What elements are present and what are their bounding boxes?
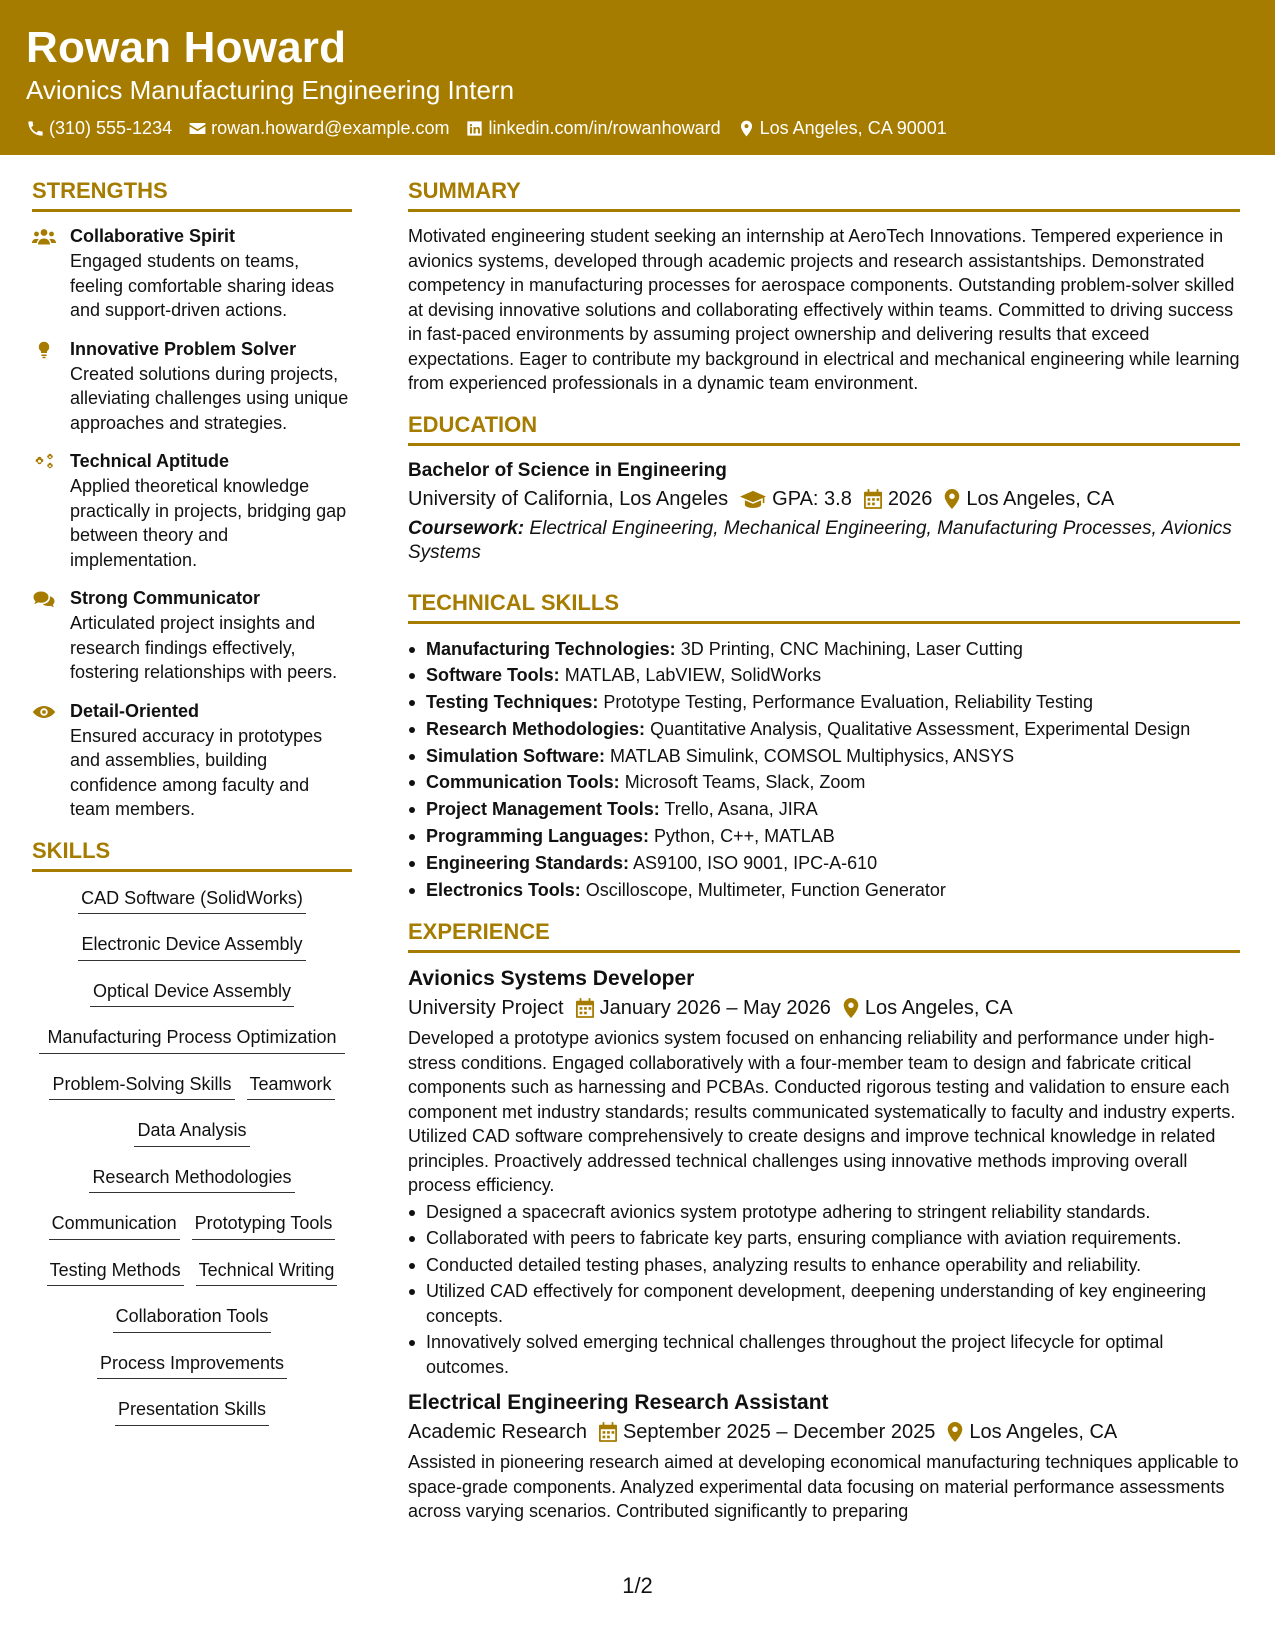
strength-item <box>32 449 352 572</box>
technical-skill-item <box>408 769 1240 796</box>
page-number: 1/2 <box>622 1573 653 1598</box>
technical-skills-heading: TECHNICAL SKILLS <box>408 588 1240 624</box>
education-heading: EDUCATION <box>408 410 1240 446</box>
skill-value: Trello, Asana, JIRA <box>664 799 818 820</box>
experience-entry <box>408 1389 1240 1524</box>
envelope-icon <box>188 119 207 138</box>
skill-value: Quantitative Analysis, Qualitative Assessment, Experimental Design <box>650 718 1191 739</box>
skill-label: Engineering Standards: <box>426 852 630 873</box>
job-location: Los Angeles, CA <box>864 997 1013 1020</box>
strength-item <box>32 337 352 436</box>
skill-tag: Presentation Skills <box>115 1395 269 1426</box>
skill-tag: Collaboration Tools <box>113 1302 272 1333</box>
email-text: rowan.howard@example.com <box>211 118 450 138</box>
job-bullet: Conducted detailed testing phases, analyzing results to enhance operability and reliability. <box>408 1253 1240 1278</box>
graduation-cap-icon <box>740 489 766 509</box>
contact-linkedin[interactable] <box>465 115 720 141</box>
technical-skill-item <box>408 636 1240 663</box>
job-description: Assisted in pioneering research aimed at developing economical manufacturing techniques applicable to space-grade components. Analyzed experimental data focusing on material performance assessments across varying scenarios. Contributed significantly to preparing <box>408 1452 1239 1522</box>
phone-icon <box>26 119 45 138</box>
skill-tag: Manufacturing Process Optimization <box>39 1023 345 1054</box>
strength-item <box>32 586 352 685</box>
skill-label: Testing Techniques: <box>426 692 599 713</box>
skill-tag: Process Improvements <box>97 1349 287 1380</box>
linkedin-text: linkedin.com/in/rowanhoward <box>488 118 721 138</box>
map-pin-icon <box>944 489 960 509</box>
job-location: Los Angeles, CA <box>969 1421 1118 1444</box>
calendar-icon <box>576 998 594 1018</box>
map-pin-icon <box>843 998 859 1018</box>
calendar-icon <box>599 1422 617 1442</box>
strength-title: Detail-Oriented <box>70 700 200 721</box>
technical-skill-item <box>408 823 1240 850</box>
job-dates: January 2026 – May 2026 <box>599 997 831 1020</box>
location-text: Los Angeles, CA 90001 <box>759 118 947 138</box>
technical-skill-item <box>408 689 1240 716</box>
coursework <box>408 517 1240 566</box>
strength-title: Strong Communicator <box>70 588 261 608</box>
skill-tag: Technical Writing <box>196 1256 338 1287</box>
contact-bar <box>26 115 963 141</box>
strength-title: Technical Aptitude <box>70 451 230 471</box>
summary-heading: SUMMARY <box>408 176 1240 212</box>
job-title: Avionics Systems Developer <box>408 967 695 991</box>
coursework-label: Coursework: <box>408 517 525 539</box>
candidate-name: Rowan Howard <box>26 23 347 72</box>
strengths-heading: STRENGTHS <box>32 176 352 212</box>
strength-desc: Created solutions during projects, alleviating challenges using unique approaches and strategies. <box>70 363 349 433</box>
job-meta <box>408 993 1240 1023</box>
map-pin-icon <box>737 119 756 138</box>
skill-tag: Problem-Solving Skills <box>49 1070 234 1101</box>
skill-value: Python, C++, MATLAB <box>654 826 835 847</box>
strength-item <box>32 699 352 822</box>
strength-desc: Applied theoretical knowledge practically in projects, bridging gap between theory and implementation. <box>70 476 347 570</box>
phone-text: (310) 555-1234 <box>49 118 173 138</box>
candidate-title: Avionics Manufacturing Engineering Intern <box>26 75 515 105</box>
gears-icon <box>32 453 56 471</box>
strength-desc: Engaged students on teams, feeling comfortable sharing ideas and support-driven actions. <box>70 251 335 320</box>
skill-label: Project Management Tools: <box>426 799 660 820</box>
strength-desc: Ensured accuracy in prototypes and assemblies, building confidence among faculty and team members. <box>70 725 323 819</box>
skill-value: MATLAB Simulink, COMSOL Multiphysics, ANSYS <box>610 745 1015 766</box>
job-dates: September 2025 – December 2025 <box>622 1421 936 1444</box>
contact-email[interactable] <box>188 115 449 141</box>
left-column <box>32 176 352 1442</box>
job-bullet: Designed a spacecraft avionics system prototype adhering to stringent reliability standards. <box>408 1200 1240 1225</box>
skill-value: 3D Printing, CNC Machining, Laser Cutting <box>680 638 1023 659</box>
job-org: University Project <box>408 997 564 1020</box>
experience-heading: EXPERIENCE <box>408 917 1240 953</box>
calendar-icon <box>864 489 882 509</box>
skill-label: Communication Tools: <box>426 772 620 793</box>
comments-icon <box>32 590 56 608</box>
skill-value: Oscilloscope, Multimeter, Function Generator <box>585 879 946 900</box>
job-bullets <box>408 1200 1240 1380</box>
skill-tag: Optical Device Assembly <box>90 977 294 1008</box>
job-description: Developed a prototype avionics system focused on enhancing reliability and performance under high-stress conditions. Engaged collaboratively with a four-member team to design and fabricate critical components such as harnessing and PCBAs. Conducted rigorous testing and validation to ensure each component met industry standards; results communicated systematically to faculty and industry experts. Utilized CAD software comprehensively to create designs and improve technical knowledge in related principles. Proactively addressed technical challenges using innovative methods improving overall process efficiency. <box>408 1028 1236 1196</box>
skill-label: Software Tools: <box>426 665 560 686</box>
skill-label: Manufacturing Technologies: <box>426 638 676 659</box>
technical-skill-item <box>408 743 1240 770</box>
users-icon <box>32 228 56 246</box>
strength-desc: Articulated project insights and research findings effectively, fostering relationships with peers. <box>70 613 338 682</box>
skill-tag: Research Methodologies <box>89 1163 294 1194</box>
skill-value: MATLAB, LabVIEW, SolidWorks <box>564 665 822 686</box>
header-banner <box>0 0 1275 155</box>
contact-phone[interactable] <box>26 115 172 141</box>
map-pin-icon <box>947 1422 963 1442</box>
skill-label: Simulation Software: <box>426 745 606 766</box>
skill-tag: Teamwork <box>247 1070 335 1101</box>
skill-value: Microsoft Teams, Slack, Zoom <box>624 772 866 793</box>
contact-location <box>737 115 947 141</box>
experience-entry <box>408 965 1240 1379</box>
strength-item <box>32 224 352 323</box>
job-org: Academic Research <box>408 1421 587 1444</box>
strength-title: Collaborative Spirit <box>70 226 236 246</box>
summary-text: Motivated engineering student seeking an internship at AeroTech Innovations. Tempered experience in avionics systems, developed through academic projects and research assistantships. Demonstrated competency in manufacturing processes for aerospace components. Outstanding problem-solver skilled at devising innovative solutions and collaborating effectively within teams. Committed to driving success in fast-paced environments by assuming project ownership and delivering results that exceed expectations. Eager to contribute my background in electrical and mechanical engineering while learning from experienced professionals in a dynamic team environment. <box>408 226 1240 393</box>
skill-tags <box>32 884 352 1442</box>
education-meta <box>408 484 1240 514</box>
skill-value: Prototype Testing, Performance Evaluation, Reliability Testing <box>603 692 1093 713</box>
skill-tag: Electronic Device Assembly <box>78 930 305 961</box>
job-bullet: Collaborated with peers to fabricate key parts, ensuring compliance with aviation requirements. <box>408 1226 1240 1251</box>
skill-tag: Testing Methods <box>47 1256 184 1287</box>
linkedin-icon <box>465 119 484 138</box>
skill-label: Research Methodologies: <box>426 718 646 739</box>
eye-icon <box>32 703 56 721</box>
skill-tag: Data Analysis <box>134 1116 249 1147</box>
skill-tag: Communication <box>49 1209 180 1240</box>
skill-label: Programming Languages: <box>426 826 650 847</box>
graduation-year: 2026 <box>887 487 933 510</box>
strength-title: Innovative Problem Solver <box>70 338 297 359</box>
school-name: University of California, Los Angeles <box>408 487 729 510</box>
skill-label: Electronics Tools: <box>426 879 581 900</box>
job-bullet: Utilized CAD effectively for component development, deepening understanding of key engineering concepts. <box>408 1279 1240 1328</box>
job-meta <box>408 1417 1240 1447</box>
gpa-text: GPA: 3.8 <box>772 487 852 510</box>
school-location: Los Angeles, CA <box>966 487 1115 510</box>
technical-skill-item <box>408 662 1240 689</box>
technical-skill-item <box>408 716 1240 743</box>
skill-tag: CAD Software (SolidWorks) <box>78 884 306 915</box>
technical-skill-item <box>408 850 1240 877</box>
right-column <box>408 176 1240 1524</box>
coursework-list: Electrical Engineering, Mechanical Engineering, Manufacturing Processes, Avionics Systems <box>408 517 1232 563</box>
technical-skill-item <box>408 877 1240 904</box>
job-title: Electrical Engineering Research Assistant <box>408 1391 829 1415</box>
technical-skills-list <box>408 636 1240 904</box>
skill-tag: Prototyping Tools <box>192 1209 336 1240</box>
degree-title: Bachelor of Science in Engineering <box>408 459 727 481</box>
skills-heading: SKILLS <box>32 836 352 872</box>
lightbulb-icon <box>32 341 56 359</box>
technical-skill-item <box>408 796 1240 823</box>
job-bullet: Innovatively solved emerging technical challenges throughout the project lifecycle for optimal outcomes. <box>408 1330 1240 1379</box>
skill-value: AS9100, ISO 9001, IPC-A-610 <box>633 852 878 873</box>
